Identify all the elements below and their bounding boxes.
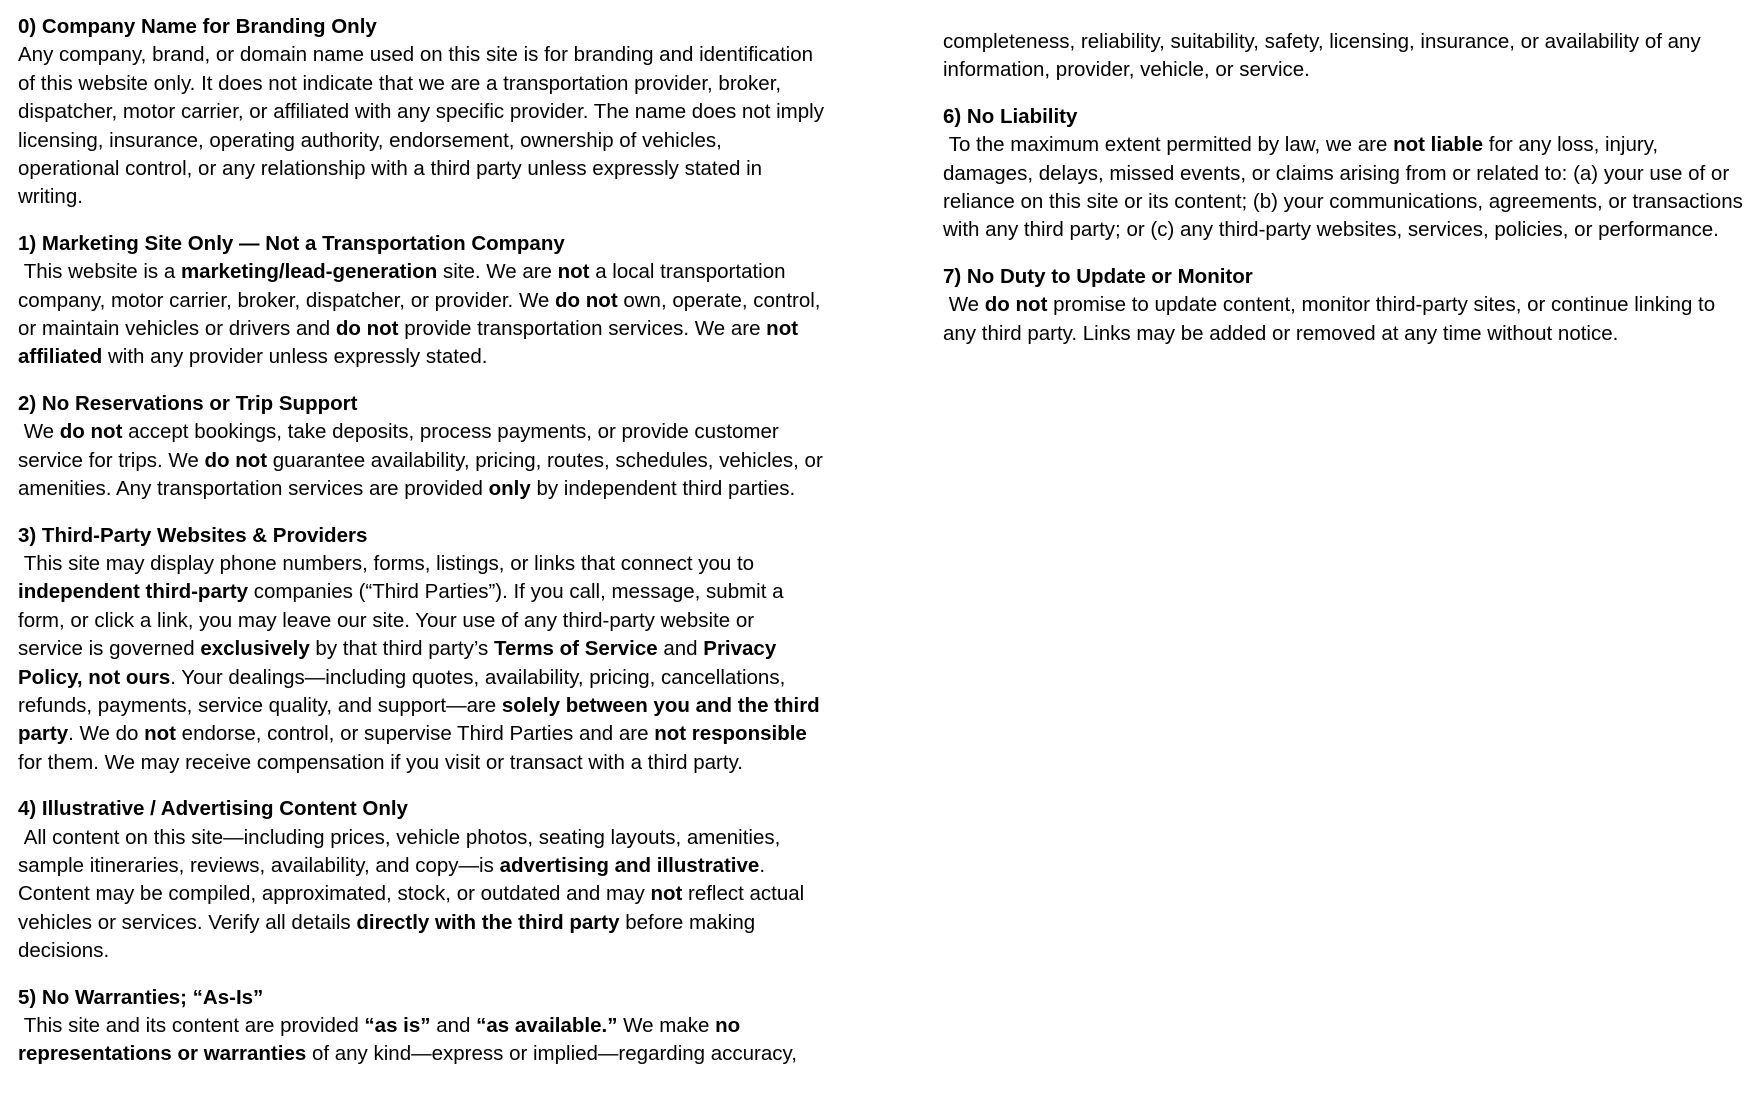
section-paragraph <box>18 258 827 372</box>
section-heading: 3) Third-Party Websites & Providers <box>18 523 368 547</box>
bold-text-run: do not <box>335 317 399 341</box>
section-heading: 2) No Reservations or Trip Support <box>18 391 358 415</box>
section-paragraph <box>18 550 824 777</box>
disclaimer-section <box>18 522 824 778</box>
bold-text-run: advertising and illustrative <box>499 853 760 877</box>
bold-text-run: Terms of Service <box>493 637 658 661</box>
text-run: To the maximum extent permitted by law, we are <box>943 133 1394 157</box>
bold-text-run: marketing/lead-generation <box>180 260 438 284</box>
section-paragraph <box>943 291 1749 348</box>
disclaimer-section <box>943 103 1749 245</box>
text-run: accept bookings, take deposits, process payments, or provide customer service for trips. We <box>18 420 785 472</box>
text-run: of any kind—express or implied—regarding accuracy, <box>306 1042 797 1066</box>
section-heading: 5) No Warranties; “As-Is” <box>18 985 264 1009</box>
column-left <box>18 13 830 1069</box>
disclaimer-section <box>18 795 824 965</box>
bold-text-run: directly with the third party <box>356 910 620 934</box>
text-run: for any loss, injury, damages, delays, missed events, or claims arising from or related to: (a) your use of or reliance on this site or its content; (b) your communications, agreements, or transactions with any third party; or (c) any third-party websites, services, policies, or performance. <box>943 133 1749 242</box>
text-run: and <box>657 637 704 661</box>
text-run: We make <box>617 1014 716 1037</box>
column-right <box>943 13 1749 1069</box>
text-run: for them. We may receive compensation if you visit or transact with a third party. <box>18 722 813 774</box>
bold-text-run: not <box>650 882 683 906</box>
text-run: before making decisions. <box>18 910 761 963</box>
section-heading: 6) No Liability <box>943 104 1078 128</box>
text-run: reflect actual vehicles or services. Verify all details <box>18 882 810 934</box>
text-run: This site may display phone numbers, forms, listings, or links that connect you to <box>18 551 760 575</box>
text-run: This website is a <box>18 260 181 284</box>
text-run: We <box>943 293 985 317</box>
bold-text-run: not liable <box>1393 133 1484 157</box>
text-run: and <box>430 1014 477 1037</box>
bold-text-run: independent third-party <box>18 580 249 604</box>
text-run: a local transportation company, motor carrier, broker, dispatcher, or provider. We <box>18 260 792 312</box>
text-run: We <box>18 420 60 444</box>
bold-text-run: not <box>557 260 590 284</box>
bold-text-run: not <box>144 722 176 746</box>
bold-text-run: no representations or warranties <box>18 1014 746 1066</box>
bold-text-run: do not <box>59 420 123 444</box>
section-paragraph <box>18 41 830 211</box>
text-run: All content on this site—including prices, vehicle photos, seating layouts, amenities, sample itineraries, reviews, availability, and copy—is <box>18 825 787 877</box>
section-paragraph <box>18 824 824 966</box>
bold-text-run: do not <box>204 448 268 472</box>
text-run: . We do <box>68 722 145 746</box>
text-run: . Content may be compiled, approximated, stock, or outdated and may <box>18 853 771 906</box>
bold-text-run: exclusively <box>200 637 310 661</box>
bold-text-run: do not <box>984 293 1048 317</box>
text-run: guarantee availability, pricing, routes, schedules, vehicles, or amenities. Any transportation services are provided <box>18 448 829 501</box>
text-run: endorse, control, or supervise Third Parties and are <box>175 722 655 746</box>
bold-text-run: not responsible <box>654 722 807 746</box>
disclaimer-section <box>18 984 824 1069</box>
bold-text-run: do not <box>555 288 618 312</box>
bold-text-run: not ours <box>88 665 171 689</box>
text-run: completeness, reliability, suitability, safety, licensing, insurance, or availability of any information, provider, vehicle, or service. <box>943 30 1707 82</box>
bold-text-run: “as available.” <box>476 1014 618 1037</box>
disclaimer-section <box>18 13 830 212</box>
section-paragraph <box>18 1012 824 1069</box>
text-run: provide transportation services. We are <box>398 317 767 341</box>
section-heading: 7) No Duty to Update or Monitor <box>943 264 1253 288</box>
text-run: by that third party’s <box>309 637 494 661</box>
disclaimer-section <box>943 263 1749 348</box>
disclaimer-section <box>18 390 829 504</box>
bold-text-run: only <box>488 477 531 501</box>
section-heading: 4) Illustrative / Advertising Content Only <box>18 797 408 821</box>
section-heading: 0) Company Name for Branding Only <box>18 15 377 38</box>
section-paragraph <box>943 131 1749 245</box>
text-run: companies (“Third Parties”). If you call, message, submit a form, or click a link, you may leave our site. Your use of any third-party website or service is governed <box>18 580 790 661</box>
text-run: promise to update content, monitor third-party sites, or continue linking to any third party. Links may be added or removed at any time without notice. <box>943 293 1721 345</box>
section-paragraph <box>943 28 1749 85</box>
disclaimer-section <box>18 230 827 372</box>
section-paragraph <box>18 418 829 503</box>
text-run: site. We are <box>437 260 558 284</box>
text-run: by independent third parties. <box>530 477 796 501</box>
text-run: This site and its content are provided <box>18 1014 365 1037</box>
bold-text-run: Privacy Policy, <box>18 637 782 689</box>
bold-text-run: solely between you and the third party <box>18 693 826 746</box>
text-run: Any company, brand, or domain name used on this site is for branding and identification of this website only. It does not indicate that we are a transportation provider, broker, dispatcher, motor carrier, or affiliated with any specific provider. The name does not imply licensing, insurance, operating authority, endorsement, ownership of vehicles, operational control, or any relationship with a third party unless expressly stated in writing. <box>18 43 830 209</box>
bold-text-run: “as is” <box>364 1014 431 1037</box>
text-run: . Your dealings—including quotes, availability, pricing, cancellations, refunds, payments, service quality, and support—are <box>18 665 791 717</box>
section-heading: 1) Marketing Site Only — Not a Transportation Company <box>18 231 565 255</box>
text-run: with any provider unless expressly stated. <box>102 345 488 369</box>
text-run: own, operate, control, or maintain vehicles or drivers and <box>18 288 827 341</box>
bold-text-run: not affiliated <box>18 317 804 369</box>
disclaimer-section-continuation <box>943 28 1749 85</box>
